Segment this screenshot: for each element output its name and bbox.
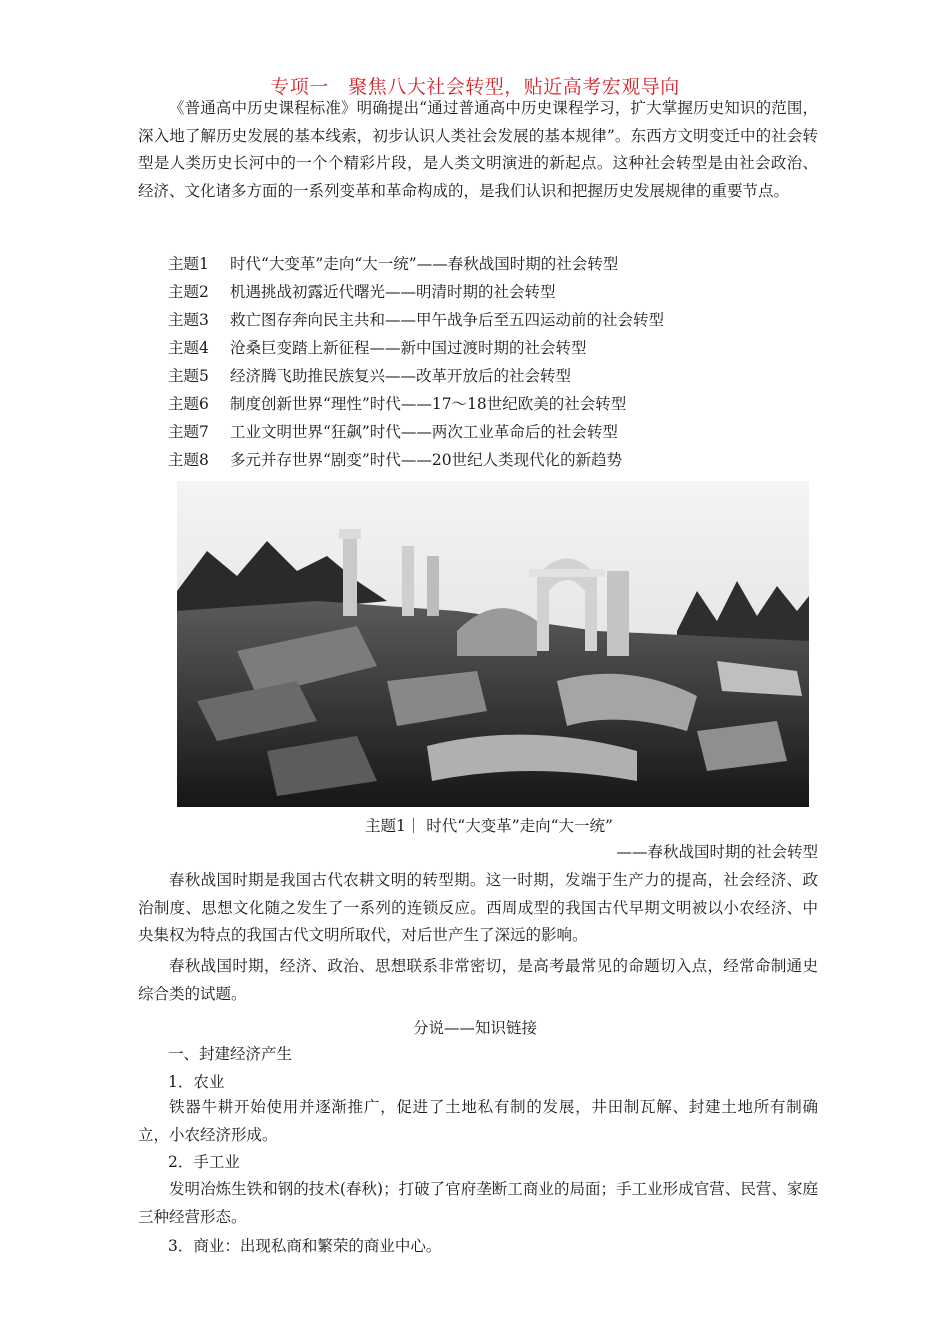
topic-item: 主题2 机遇挑战初露近代曙光——明清时期的社会转型 [168,283,556,301]
body-paragraph: 春秋战国时期是我国古代农耕文明的转型期。这一时期，发端于生产力的提高，社会经济、政治制度、思想文化随之发生了一系列的连锁反应。西周成型的我国古代早期文明被以小农经济、中央集权为特点的我国古代文明所取代，对后世产生了深远的影响。 [138,871,818,944]
topic-item: 主题6 制度创新世界“理性”时代——17～18世纪欧美的社会转型 [168,395,627,413]
heading-agriculture: 1．农业 [168,1073,225,1091]
intro-paragraph: 《普通高中历史课程标准》明确提出“通过普通高中历史课程学习，扩大掌握历史知识的范围，深入地了解历史发展的基本线索，初步认识人类社会发展的基本规律”。东西方文明变迁中的社会转型是人类历史长河中的一个个精彩片段，是人类文明演进的新起点。这种社会转型是由社会政治、经济、文化诸多方面的一系列变革和革命构成的，是我们认识和把握历史发展规律的重要节点。 [138,99,818,200]
topic-list [168,250,664,474]
body-paragraph: 春秋战国时期，经济、政治、思想联系非常密切，是高考最常见的命题切入点，经常命制通史综合类的试题。 [138,957,818,1003]
topic-item: 主题1 时代“大变革”走向“大一统”——春秋战国时期的社会转型 [168,255,619,273]
ruins-photo [177,481,809,807]
document-title: 专项一 聚焦八大社会转型，贴近高考宏观导向 [270,76,680,98]
topic-item: 主题3 救亡图存奔向民主共和——甲午战争后至五四运动前的社会转型 [168,311,665,329]
topic-item: 主题5 经济腾飞助推民族复兴——改革开放后的社会转型 [168,367,572,385]
topic-item: 主题4 沧桑巨变踏上新征程——新中国过渡时期的社会转型 [168,339,587,357]
heading-commerce: 3．商业：出现私商和繁荣的商业中心。 [168,1237,442,1255]
section-heading: 分说——知识链接 [412,1019,537,1037]
handicraft-paragraph: 发明冶炼生铁和钢的技术(春秋)；打破了官府垄断工商业的局面；手工业形成官营、民营、家庭三种经营形态。 [138,1180,818,1226]
topic-item: 主题7 工业文明世界“狂飙”时代——两次工业革命后的社会转型 [168,423,618,441]
topic1-subheading: ——春秋战国时期的社会转型 [616,843,818,861]
heading-economy: 一、封建经济产生 [168,1045,293,1063]
heading-handicraft: 2．手工业 [168,1153,240,1171]
agriculture-paragraph: 铁器牛耕开始使用并逐渐推广，促进了土地私有制的发展，井田制瓦解、封建土地所有制确立，小农经济形成。 [138,1098,818,1144]
topic-item: 主题8 多元并存世界“剧变”时代——20世纪人类现代化的新趋势 [168,451,623,469]
topic1-heading: 主题1｜ 时代“大变革”走向“大一统” [365,817,613,835]
